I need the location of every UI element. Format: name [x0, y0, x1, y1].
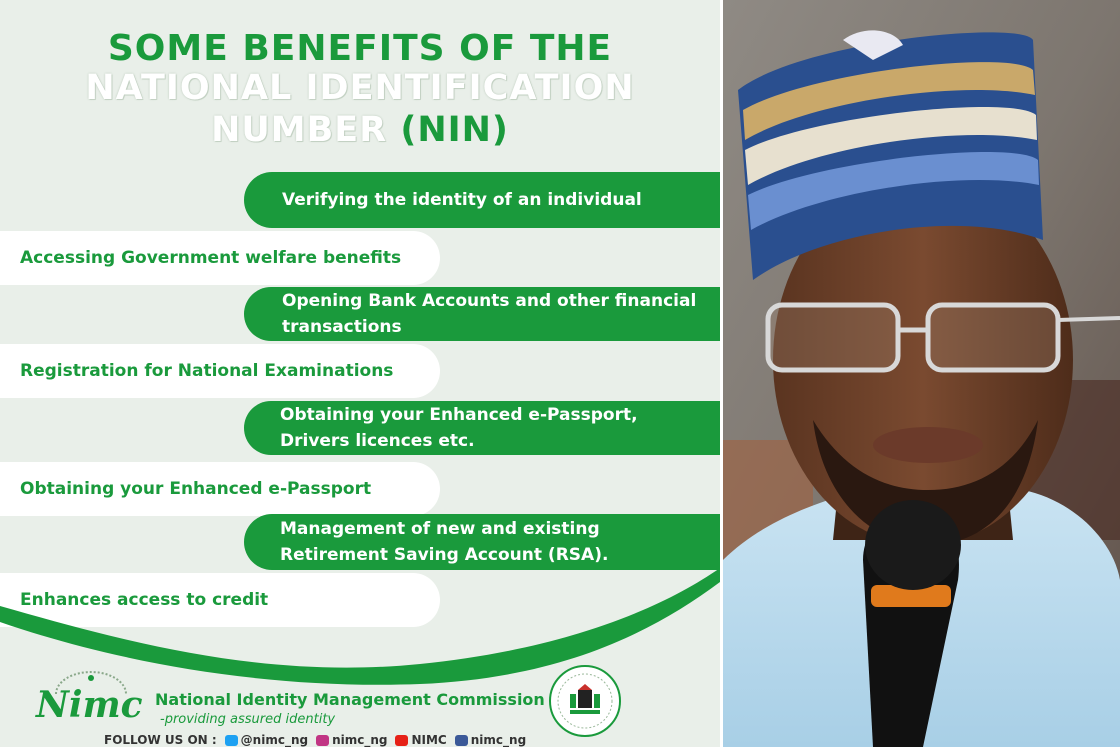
title-line-2: NATIONAL IDENTIFICATION — [85, 68, 635, 108]
benefit-item: Registration for National Examinations — [0, 344, 440, 398]
social-handle: NIMC — [411, 733, 447, 747]
org-name: National Identity Management Commission — [155, 690, 545, 709]
speaker-photo — [723, 0, 1120, 747]
speaker-photo-illustration — [723, 0, 1120, 747]
benefit-item: Opening Bank Accounts and other financial transactions — [244, 287, 720, 341]
benefit-item: Obtaining your Enhanced e-Passport, Drivers licences etc. — [244, 401, 720, 455]
title-line-1: SOME BENEFITS OF THE — [107, 28, 613, 69]
benefit-item: Verifying the identity of an individual — [244, 172, 720, 228]
social-facebook[interactable] — [455, 733, 526, 747]
title-number-word: NUMBER — [211, 110, 401, 150]
benefit-item: Obtaining your Enhanced e-Passport — [0, 462, 440, 516]
logo-text: Nimc — [36, 684, 143, 726]
nimc-logo — [36, 668, 146, 734]
social-youtube[interactable] — [395, 733, 446, 747]
social-follow-bar — [104, 733, 526, 747]
social-handle: @nimc_ng — [240, 733, 309, 747]
title-nin-word: (NIN) — [400, 110, 509, 150]
benefit-item: Enhances access to credit — [0, 573, 440, 627]
social-handle: nimc_ng — [332, 733, 388, 747]
coat-of-arms-seal-icon — [548, 664, 622, 738]
follow-label: FOLLOW US ON : — [104, 733, 217, 747]
benefit-item: Management of new and existing Retirement Saving Account (RSA). — [244, 514, 720, 570]
twitter-icon — [225, 735, 238, 746]
social-instagram[interactable] — [316, 733, 387, 747]
facebook-icon — [455, 735, 468, 746]
social-handle: nimc_ng — [470, 733, 527, 747]
instagram-icon — [316, 735, 329, 746]
youtube-icon — [395, 735, 408, 746]
social-twitter[interactable] — [225, 733, 308, 747]
benefit-item: Accessing Government welfare benefits — [0, 231, 440, 285]
org-tagline: -providing assured identity — [160, 712, 336, 727]
title-line-3 — [0, 110, 720, 150]
